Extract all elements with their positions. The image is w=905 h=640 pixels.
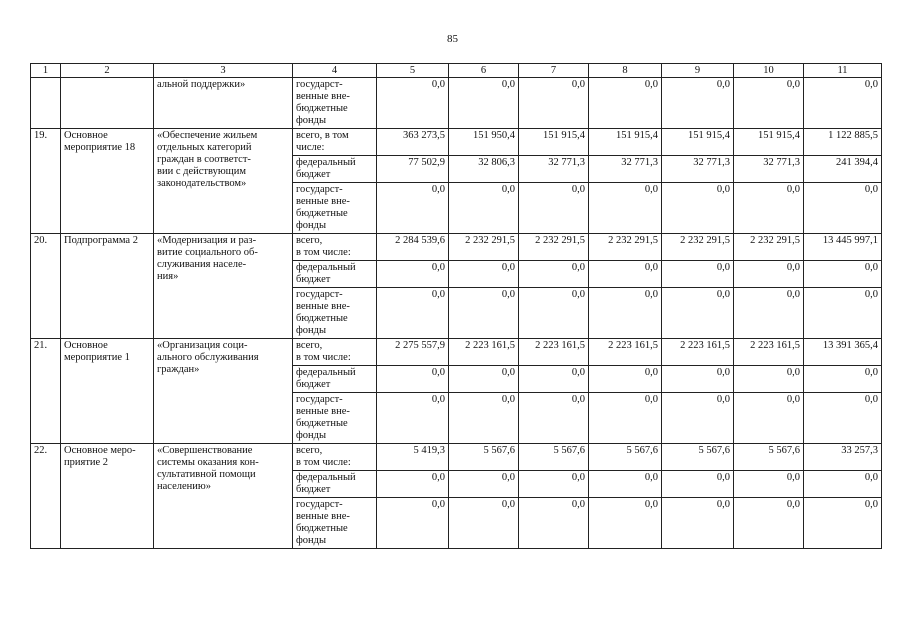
value-cell: 0,0 [519,183,589,234]
value-cell: 0,0 [589,261,662,288]
value-cell: 0,0 [449,393,519,444]
value-cell: 32 771,3 [589,156,662,183]
value-cell: 0,0 [662,366,734,393]
value-cell: 1 122 885,5 [804,129,882,156]
value-cell: 0,0 [589,366,662,393]
value-cell: 151 915,4 [519,129,589,156]
row-number-cell: 19. [31,129,61,234]
value-cell: 151 915,4 [589,129,662,156]
value-cell: 0,0 [449,288,519,339]
value-cell: 5 567,6 [662,444,734,471]
value-cell: 0,0 [589,498,662,549]
column-number-4: 4 [293,64,377,78]
row-source-cell: федеральный бюджет [293,471,377,498]
value-cell: 2 223 161,5 [589,339,662,366]
value-cell: 0,0 [377,288,449,339]
value-cell: 0,0 [662,183,734,234]
table-row [31,339,882,366]
value-cell: 13 391 365,4 [804,339,882,366]
row-source-cell: государст- венные вне- бюджетные фонды [293,498,377,549]
value-cell: 0,0 [519,471,589,498]
column-number-7: 7 [519,64,589,78]
value-cell: 5 567,6 [589,444,662,471]
table-row [31,444,882,471]
value-cell: 32 771,3 [734,156,804,183]
value-cell: 2 232 291,5 [734,234,804,261]
row-source-cell: государст- венные вне- бюджетные фонды [293,288,377,339]
value-cell: 0,0 [377,78,449,129]
row-name-cell: Основное мероприятие 18 [61,129,154,234]
table-body [31,64,882,549]
value-cell: 0,0 [804,498,882,549]
value-cell: 0,0 [589,471,662,498]
value-cell: 0,0 [589,183,662,234]
value-cell: 0,0 [589,393,662,444]
row-source-cell: государст- венные вне- бюджетные фонды [293,393,377,444]
column-number-8: 8 [589,64,662,78]
value-cell: 0,0 [662,498,734,549]
column-number-3: 3 [154,64,293,78]
value-cell: 0,0 [377,498,449,549]
row-source-cell: федеральный бюджет [293,156,377,183]
value-cell: 33 257,3 [804,444,882,471]
value-cell: 2 223 161,5 [519,339,589,366]
value-cell: 0,0 [449,498,519,549]
value-cell: 0,0 [449,261,519,288]
row-number-cell: 20. [31,234,61,339]
row-source-cell: всего, в том числе: [293,339,377,366]
value-cell: 0,0 [662,393,734,444]
value-cell: 0,0 [519,288,589,339]
row-name-cell [61,78,154,129]
value-cell: 0,0 [377,261,449,288]
value-cell: 151 915,4 [662,129,734,156]
value-cell: 151 950,4 [449,129,519,156]
value-cell: 0,0 [662,288,734,339]
table-row [31,234,882,261]
value-cell: 5 567,6 [449,444,519,471]
value-cell: 0,0 [734,471,804,498]
row-title-cell: «Модернизация и раз- витие социального об- служивания населе- ния» [154,234,293,339]
row-source-cell: всего, в том числе: [293,129,377,156]
value-cell: 0,0 [804,471,882,498]
value-cell: 0,0 [734,261,804,288]
column-number-6: 6 [449,64,519,78]
value-cell: 0,0 [804,393,882,444]
row-source-cell: всего, в том числе: [293,444,377,471]
value-cell: 0,0 [519,498,589,549]
row-number-cell: 22. [31,444,61,549]
row-source-cell: государст- венные вне- бюджетные фонды [293,78,377,129]
value-cell: 2 223 161,5 [662,339,734,366]
value-cell: 0,0 [662,471,734,498]
column-number-1: 1 [31,64,61,78]
value-cell: 0,0 [734,498,804,549]
value-cell: 32 771,3 [519,156,589,183]
value-cell: 0,0 [804,261,882,288]
value-cell: 2 232 291,5 [589,234,662,261]
value-cell: 0,0 [519,78,589,129]
value-cell: 5 567,6 [519,444,589,471]
row-title-cell: «Совершенствование системы оказания кон- сультативной помощи населению» [154,444,293,549]
table-row [31,78,882,129]
row-source-cell: федеральный бюджет [293,366,377,393]
page-number: 85 [447,33,458,45]
row-number-cell: 21. [31,339,61,444]
value-cell: 151 915,4 [734,129,804,156]
row-source-cell: федеральный бюджет [293,261,377,288]
row-title-cell: «Обеспечение жильем отдельных категорий граждан в соответст- вии с действующим законодательством» [154,129,293,234]
row-name-cell: Подпрограмма 2 [61,234,154,339]
value-cell: 5 419,3 [377,444,449,471]
value-cell: 5 567,6 [734,444,804,471]
column-number-2: 2 [61,64,154,78]
row-title-cell: «Организация соци- ального обслуживания граждан» [154,339,293,444]
value-cell: 241 394,4 [804,156,882,183]
value-cell: 2 232 291,5 [662,234,734,261]
value-cell: 0,0 [377,393,449,444]
column-number-9: 9 [662,64,734,78]
row-number-cell [31,78,61,129]
value-cell: 0,0 [377,366,449,393]
row-title-cell: альной поддержки» [154,78,293,129]
value-cell: 0,0 [804,183,882,234]
value-cell: 0,0 [734,78,804,129]
value-cell: 0,0 [804,288,882,339]
value-cell: 0,0 [662,78,734,129]
row-name-cell: Основное меро- приятие 2 [61,444,154,549]
budget-table [30,63,882,549]
value-cell: 363 273,5 [377,129,449,156]
column-number-10: 10 [734,64,804,78]
row-name-cell: Основное мероприятие 1 [61,339,154,444]
value-cell: 2 223 161,5 [449,339,519,366]
value-cell: 0,0 [734,366,804,393]
value-cell: 0,0 [449,366,519,393]
value-cell: 32 771,3 [662,156,734,183]
value-cell: 13 445 997,1 [804,234,882,261]
value-cell: 0,0 [589,78,662,129]
value-cell: 2 232 291,5 [519,234,589,261]
value-cell: 2 275 557,9 [377,339,449,366]
value-cell: 0,0 [449,78,519,129]
value-cell: 0,0 [734,393,804,444]
value-cell: 0,0 [804,366,882,393]
value-cell: 0,0 [519,366,589,393]
value-cell: 32 806,3 [449,156,519,183]
value-cell: 0,0 [662,261,734,288]
value-cell: 0,0 [449,183,519,234]
value-cell: 0,0 [734,288,804,339]
column-number-5: 5 [377,64,449,78]
value-cell: 2 232 291,5 [449,234,519,261]
value-cell: 0,0 [589,288,662,339]
row-source-cell: государст- венные вне- бюджетные фонды [293,183,377,234]
value-cell: 2 223 161,5 [734,339,804,366]
value-cell: 0,0 [804,78,882,129]
value-cell: 77 502,9 [377,156,449,183]
value-cell: 0,0 [734,183,804,234]
table-row [31,129,882,156]
value-cell: 0,0 [519,393,589,444]
value-cell: 2 284 539,6 [377,234,449,261]
column-number-row [31,64,882,78]
value-cell: 0,0 [449,471,519,498]
value-cell: 0,0 [377,183,449,234]
row-source-cell: всего, в том числе: [293,234,377,261]
value-cell: 0,0 [519,261,589,288]
column-number-11: 11 [804,64,882,78]
value-cell: 0,0 [377,471,449,498]
